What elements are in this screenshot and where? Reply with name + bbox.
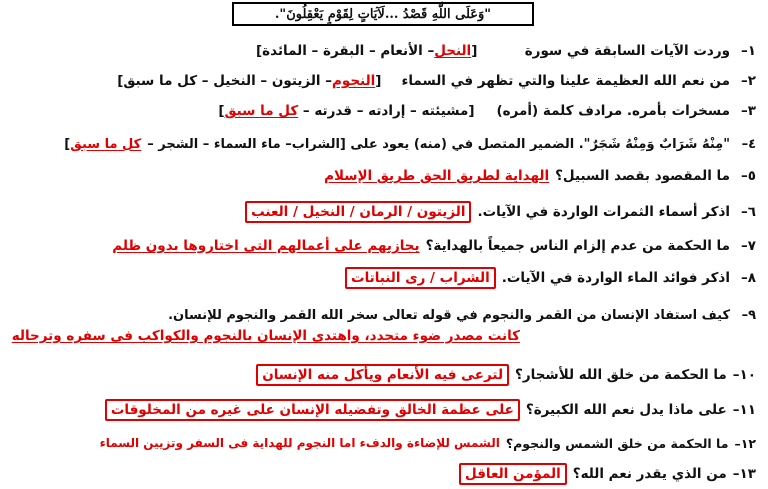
answer: النحل [434,43,472,59]
answer: الشمس للإضاءة والدفء اما النجوم للهداية فى السفر وتزيين السماء [99,436,500,450]
question-text: ما الحكمة من عدم إلزام الناس جميعاً بالهداية؟ [425,238,730,254]
options [256,43,477,59]
question-row-7 [6,233,756,259]
options-open: [ [375,73,382,89]
question-row-8 [6,265,756,291]
question-text: كيف استفاد الإنسان من القمر والنجوم في قوله تعالى سخر الله القمر والنجوم للإنسان. [168,307,730,323]
question-text: من الذي يقدر نعم الله؟ [572,466,727,482]
question-number: ٦– [741,204,756,220]
question-row-5 [6,163,756,189]
question-number: ٩– [741,307,756,323]
question-row-2 [6,68,756,94]
verse-title: "وَعَلَى اللَّهِ قَصْدُ ...لَآيَاتٍ لِقَوْمٍ يَعْقِلُونَ". [232,2,534,26]
options-open: [مشيئته – إرادته – قدرته – [302,103,475,119]
question-row-4 [6,131,756,157]
options [218,103,474,119]
question-number: ١– [741,43,756,59]
question-text: ما المقصود بقصد السبيل؟ [555,168,730,184]
question-text: اذكر أسماء الثمرات الواردة في الآيات. [477,204,730,220]
answer: على عظمة الخالق وتفضيله الإنسان على غيره من المخلوقات [105,399,520,421]
question-row-3 [6,98,756,124]
options-rest: ] [64,136,71,152]
options [117,73,381,89]
options-open: [ [471,43,478,59]
answer: كل ما سبق [224,103,299,119]
question-row-11 [6,397,756,423]
question-number: ٨– [741,270,756,286]
answer: لترعى فيه الأنعام ويأكل منه الإنسان [256,364,509,386]
question-number: ٧– [741,238,756,254]
answer: كل ما سبق [70,136,142,152]
question-text: على ماذا يدل نعم الله الكبيرة؟ [525,402,727,418]
question-text: مسخرات بأمره. مرادف كلمة (أمره) [496,103,730,119]
question-text: وردت الآيات السابقة في سورة [524,43,730,59]
question-number: ١٣– [732,466,756,482]
question-row-9 [6,302,756,328]
question-text: ما الحكمة من خلق الله للأشجار؟ [515,367,727,383]
question-row-10 [6,362,756,388]
question-text: "مِنْهُ شَرَابٌ وَمِنْهُ شَجَرٌ". الضمير المتصل في (منه) يعود على [الشراب– ماء السماء – الشجر – [147,136,730,152]
answer: الشراب / رى النباتات [345,267,496,289]
answer: الزيتون / الرمان / النخيل / العنب [245,201,471,223]
question-number: ٥– [741,168,756,184]
options-rest: ] [218,103,225,119]
question-row-12 [6,430,756,456]
question-number: ١٠– [732,367,756,383]
question-number: ١١– [732,402,756,418]
question-number: ٤– [741,136,756,152]
question-text: من نعم الله العظيمة علينا والتي تظهر في السماء [401,73,730,89]
question-number: ٣– [741,103,756,119]
question-number: ١٢– [734,435,756,451]
question-text: اذكر فوائد الماء الواردة في الآيات. [501,270,730,286]
answer: كانت مصدر ضوء متجدد، واهتدى الإنسان بالنجوم والكواكب فى سفره وترحاله [11,328,520,344]
question-row-13 [6,461,756,487]
question-number: ٢– [741,73,756,89]
options-rest: – الأنعام – البقرة – المائدة] [256,43,435,59]
question-text: ما الحكمة من خلق الشمس والنجوم؟ [505,435,729,451]
question-row-1 [6,38,756,64]
options-rest: – الزيتون – النخيل – كل ما سبق] [117,73,332,89]
answer: المؤمن العاقل [459,463,567,485]
answer: الهداية لطريق الحق طريق الإسلام [324,168,550,184]
question-row-6 [6,199,756,225]
answer: يجازيهم على أعمالهم التى اختاروها بدون ظلم [112,238,420,254]
answer: النجوم [331,73,376,89]
